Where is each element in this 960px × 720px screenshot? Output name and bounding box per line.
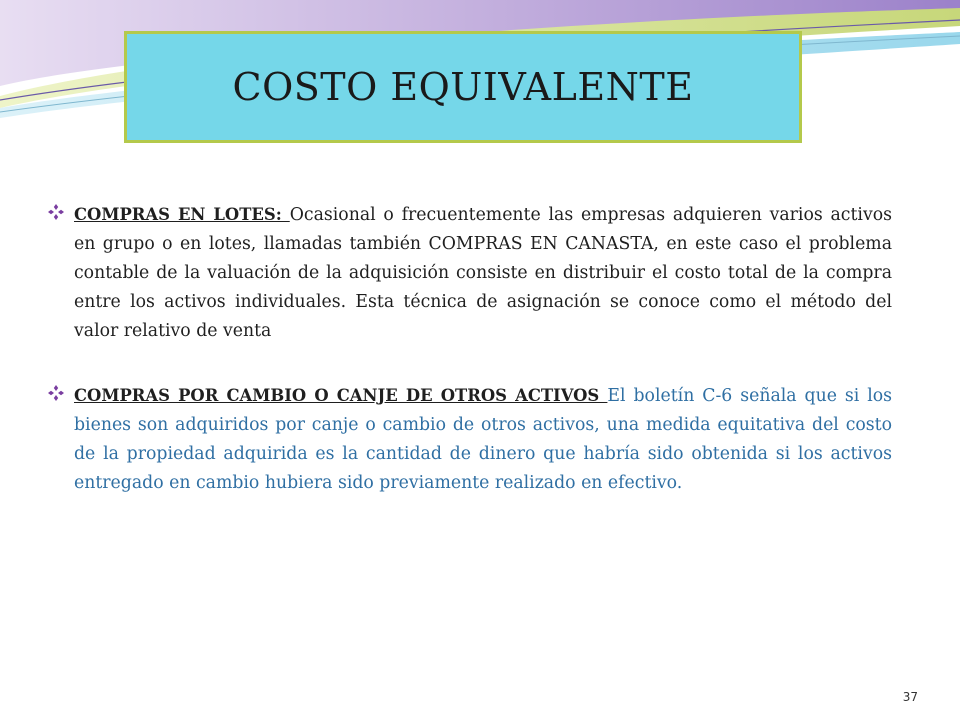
title-box xyxy=(124,31,802,143)
diamond-bullet-icon xyxy=(46,202,66,222)
bullet-paragraph xyxy=(74,200,892,346)
bullet-text: El boletín C-6 señala que si los bienes son adquiridos por canje o cambio de otros activos, una medida equitativa del costo de la propiedad adquirida es la cantidad de dinero que habría sido obtenida si los activos entregado en cambio hubiera sido previamente realizado en efectivo. xyxy=(74,386,893,493)
bullet-text: Ocasional o frecuentemente las empresas adquieren varios activos en grupo o en lotes, llamadas también COMPRAS EN CANASTA, en este caso el problema contable de la valuación de la adquisición consiste en distribuir el costo total de la compra entre los activos individuales. Esta técnica de asignación se conoce como el método del valor relativo de venta xyxy=(74,205,892,341)
bullet-compras-por-cambio xyxy=(46,381,892,498)
bullet-heading: COMPRAS POR CAMBIO O CANJE DE OTROS ACTIVOS xyxy=(74,386,608,405)
bullet-compras-en-lotes xyxy=(46,200,892,346)
diamond-bullet-icon xyxy=(46,383,66,403)
page-number: 37 xyxy=(902,690,918,704)
slide-title: COSTO EQUIVALENTE xyxy=(232,65,694,109)
bullet-heading: COMPRAS EN LOTES: xyxy=(74,205,290,224)
bullet-paragraph xyxy=(74,381,892,498)
